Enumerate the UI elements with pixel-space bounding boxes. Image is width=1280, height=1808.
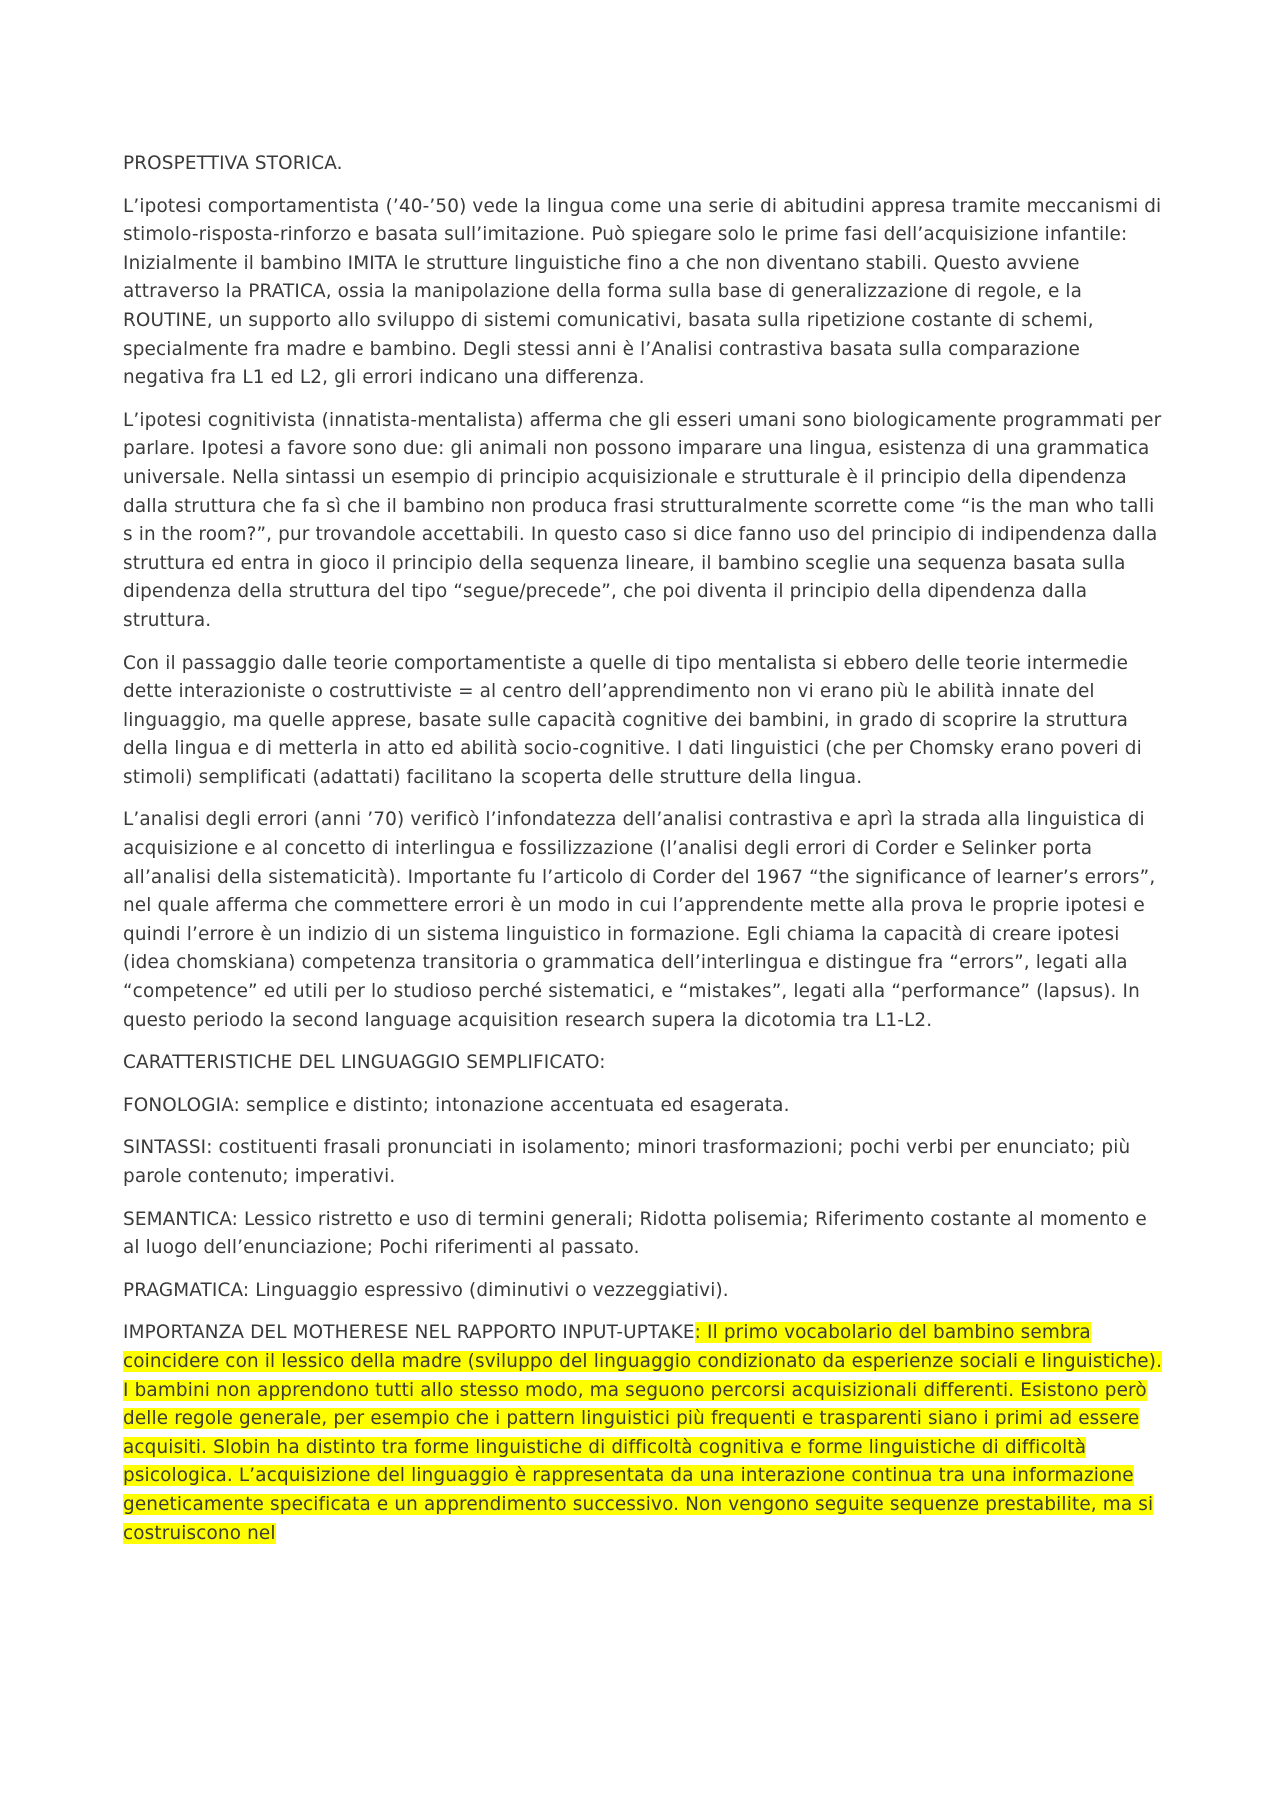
feature-text: Linguaggio espressivo (diminutivi o vezzeggiativi). [249,1279,729,1301]
feature-label: PRAGMATICA: [123,1279,250,1301]
paragraph-motherese [123,1319,1163,1548]
paragraph-interactionist: Con il passaggio dalle teorie comportamentiste a quelle di tipo mentalista si ebbero delle teorie intermedie dette interazioniste o costruttiviste = al centro dell’apprendimento non vi erano più le abilità innate del linguaggio, ma quelle apprese, basate sulle capacità cognitive dei bambini, in grado di scoprire la struttura della lingua e di metterla in atto ed abilità socio-cognitive. I dati linguistici (che per Chomsky erano poveri di stimoli) semplificati (adattati) facilitano la scoperta delle strutture della lingua. [123,652,1142,788]
document-page [123,150,1163,1562]
feature-text: costituenti frasali pronunciati in isolamento; minori trasformazioni; pochi verbi per enunciato; più parole contenuto; imperativi. [123,1137,1131,1187]
motherese-label: IMPORTANZA DEL MOTHERESE NEL RAPPORTO INPUT-UPTAKE [123,1322,695,1344]
feature-label: SINTASSI: [123,1137,213,1159]
feature-semantics [123,1206,1163,1263]
feature-text: Lessico ristretto e uso di termini generali; Ridotta polisemia; Riferimento costante al momento e al luogo dell’enunciazione; Pochi riferimenti al passato. [123,1208,1147,1259]
feature-syntax [123,1134,1163,1191]
highlighted-text: : Il primo vocabolario del bambino sembra coincidere con il lessico della madre (sviluppo del linguaggio condizionato da esperienze sociali e linguistiche). I bambini non apprendono tutti allo stesso modo, ma seguono percorsi acquisizionali differenti. Esistono però delle regole generale, per esempio che i pattern linguistici più frequenti e trasparenti siano i primi ad essere acquisiti. Slobin ha distinto tra forme linguistiche di difficoltà cognitiva e forme linguistiche di difficoltà psicologica. L’acquisizione del linguaggio è rappresentata da una interazione continua tra una informazione geneticamente specificata e un apprendimento successivo. Non vengono seguite sequenze prestabilite, ma si costruiscono nel [123,1322,1163,1544]
feature-label: SEMANTICA: [123,1208,238,1230]
paragraph-cognitivist: L’ipotesi cognitivista (innatista-mentalista) afferma che gli esseri umani sono biologicamente programmati per parlare. Ipotesi a favore sono due: gli animali non possono imparare una lingua, esistenza di una grammatica universale. Nella sintassi un esempio di principio acquisizionale e strutturale è il principio della dipendenza dalla struttura che fa sì che il bambino non produca frasi strutturalmente scorrette come “is the man who talli s in the room?”, pur trovandole accettabili. In questo caso si dice fanno uso del principio di indipendenza dalla struttura ed entra in gioco il principio della sequenza lineare, il bambino sceglie una sequenza basata sulla dipendenza della struttura del tipo “segue/precede”, che poi diventa il principio della dipendenza dalla struttura. [123,409,1162,631]
feature-pragmatics [123,1277,1163,1306]
paragraph-behaviorist: L’ipotesi comportamentista (’40-’50) vede la lingua come una serie di abitudini appresa tramite meccanismi di stimolo-risposta-rinforzo e basata sull’imitazione. Può spiegare solo le prime fasi dell’acquisizione infantile: Inizialmente il bambino IMITA le strutture linguistiche fino a che non diventano stabili. Questo avviene attraverso la PRATICA, ossia la manipolazione della forma sulla base di generalizzazione di regole, e la ROUTINE, un supporto allo sviluppo di sistemi comunicativi, basata sulla ripetizione costante di schemi, specialmente fra madre e bambino. Degli stessi anni è l’Analisi contrastiva basata sulla comparazione negativa fra L1 ed L2, gli errori indicano una differenza. [123,195,1162,389]
feature-label: FONOLOGIA: [123,1094,240,1116]
section-heading: CARATTERISTICHE DEL LINGUAGGIO SEMPLIFICATO: [123,1052,606,1074]
feature-text: semplice e distinto; intonazione accentuata ed esagerata. [239,1094,790,1116]
feature-phonology [123,1092,1163,1121]
paragraph-error-analysis: L’analisi degli errori (anni ’70) verificò l’infondatezza dell’analisi contrastiva e aprì la strada alla linguistica di acquisizione e al concetto di interlingua e fossilizzazione (l’analisi degli errori di Corder e Selinker porta all’analisi della sistematicità). Importante fu l’articolo di Corder del 1967 “the significance of learner’s errors”, nel quale afferma che commettere errori è un modo in cui l’apprendente mette alla prova le proprie ipotesi e quindi l’errore è un indizio di un sistema linguistico in formazione. Egli chiama la capacità di creare ipotesi (idea chomskiana) competenza transitoria o grammatica dell’interlingua e distingue fra “errors”, legati alla “competence” ed utili per lo studioso perché sistematici, e “mistakes”, legati alla “performance” (lapsus). In questo periodo la second language acquisition research supera la dicotomia tra L1-L2. [123,809,1156,1031]
document-heading: PROSPETTIVA STORICA. [123,153,343,174]
